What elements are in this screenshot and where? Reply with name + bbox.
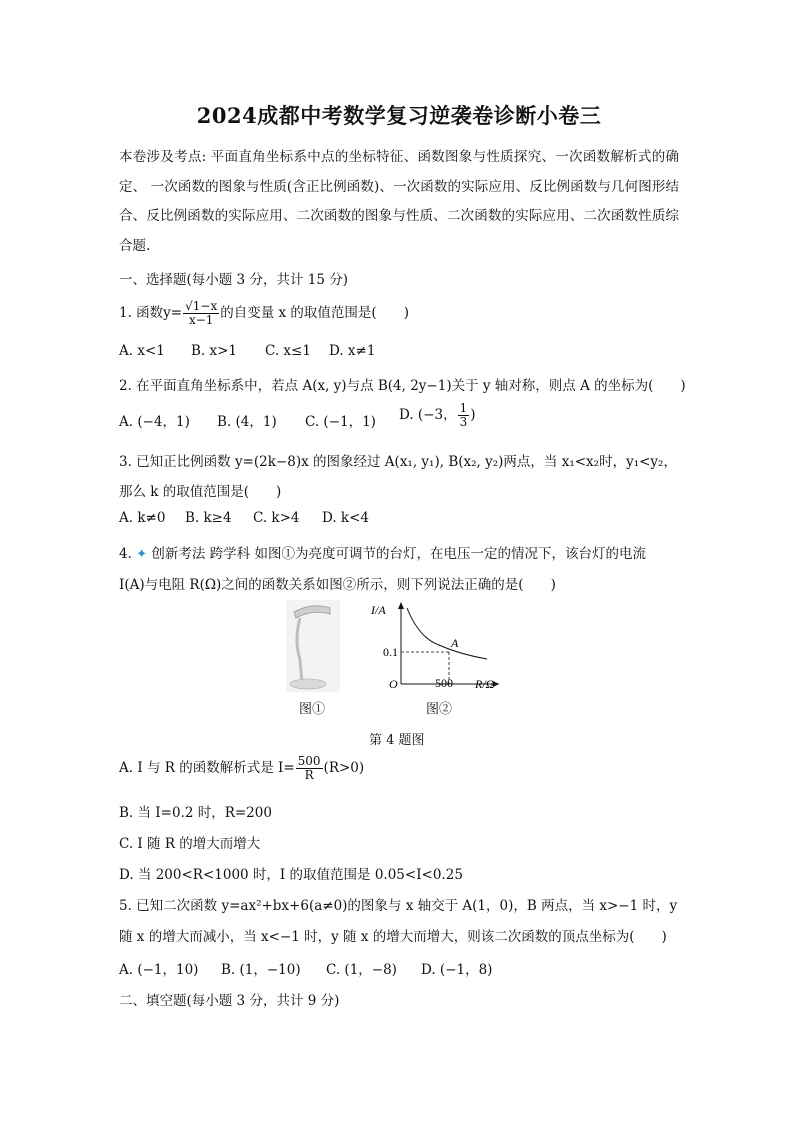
graph-origin-label: O <box>389 677 398 691</box>
q4-line-1-text: 创新考法 跨学科 如图①为亮度可调节的台灯，在电压一定的情况下，该台灯的电流 <box>151 546 646 562</box>
figure-2-caption: 图② <box>426 702 453 717</box>
desk-lamp-figure <box>286 600 340 692</box>
graph-x-axis-label: R/Ω <box>475 677 495 691</box>
question-4-line-2: I(A)与电阻 R(Ω)之间的函数关系如图②所示，则下列说法正确的是( ) <box>119 577 556 593</box>
question-4-line-1 <box>119 542 646 562</box>
section-2-heading: 二、填空题(每小题 3 分，共计 9 分) <box>119 993 340 1009</box>
q2-option-c: C. (−1，1) <box>305 414 376 430</box>
q5-option-c: C. (1，−8) <box>326 962 397 978</box>
q1-prefix: 1. 函数 <box>119 305 164 321</box>
figure-1-caption: 图① <box>299 702 326 717</box>
q4-option-c: C. I 随 R 的增大而增大 <box>119 836 261 852</box>
q1-option-a: A. x<1 <box>119 343 165 359</box>
q3-option-a: A. k≠0 <box>119 510 166 526</box>
graph-point-a-label: A <box>451 636 459 650</box>
q2-option-d-num: 1 <box>459 401 468 415</box>
graph-y-tick: 0.1 <box>383 645 398 659</box>
q1-fraction-numerator: √1−x <box>185 299 218 313</box>
q4-option-a-num: 500 <box>297 754 321 768</box>
q2-option-a: A. (−4，1) <box>119 414 190 430</box>
q1-option-c: C. x≤1 <box>265 343 311 359</box>
q5-option-a: A. (−1，10) <box>119 962 199 978</box>
figure-4-title: 第 4 题图 <box>369 733 425 748</box>
graph-y-axis-label: I/A <box>371 603 386 617</box>
q4-option-a <box>119 755 364 782</box>
q2-option-d-fraction <box>458 402 470 429</box>
q1-option-d: D. x≠1 <box>329 343 376 359</box>
q1-y-eq: y= <box>163 305 183 321</box>
question-3-line-2: 那么 k 的取值范围是( ) <box>119 484 282 500</box>
question-5-line-1: 5. 已知二次函数 y=ax²+bx+6(a≠0)的图象与 x 轴交于 A(1，0)，B 两点，当 x>−1 时，y <box>119 898 678 914</box>
q2-option-d <box>399 402 476 429</box>
q4-option-a-den: R <box>304 768 314 782</box>
q2-option-d-text: D. (−3， <box>399 407 457 423</box>
intro-paragraph: 本卷涉及考点: 平面直角坐标系中点的坐标特征、函数图象与性质探究、一次函数解析式的确定、 一次函数的图象与性质(含正比例函数)、一次函数的实际应用、反比例函数与几何图形结合、反比例函数的实际应用、二次函数的图象与性质、二次函数的实际应用、二次函数性质综合题. <box>119 149 679 254</box>
graph-x-tick: 500 <box>435 676 453 690</box>
lightbulb-icon: ✦ <box>136 547 148 562</box>
q2-option-b: B. (4，1) <box>217 414 277 430</box>
q2-option-d-tail: ) <box>470 407 476 423</box>
q3-option-d: D. k<4 <box>322 510 370 526</box>
q1-fraction-denominator: x−1 <box>188 313 214 327</box>
q2-option-d-den: 3 <box>459 415 468 429</box>
current-resistance-graph <box>369 598 509 694</box>
q5-option-d: D. (−1，8) <box>421 962 493 978</box>
q3-option-c: C. k>4 <box>253 510 300 526</box>
q4-option-a-post: (R>0) <box>323 760 365 776</box>
q4-option-b: B. 当 I=0.2 时，R=200 <box>119 805 272 821</box>
q4-option-a-fraction <box>296 755 323 782</box>
q5-option-b: B. (1，−10) <box>221 962 301 978</box>
q4-option-a-pre: A. I 与 R 的函数解析式是 I= <box>119 760 295 776</box>
question-2: 2. 在平面直角坐标系中，若点 A(x, y)与点 B(4, 2y−1)关于 y 轴对称，则点 A 的坐标为( ) <box>119 378 686 394</box>
page-title: 2024成都中考数学复习逆袭卷诊断小卷三 <box>196 103 602 128</box>
question-3-line-1: 3. 已知正比例函数 y=(2k−8)x 的图象经过 A(x₁, y₁), B(x₂, y₂)两点，当 x₁<x₂时，y₁<y₂， <box>119 454 677 470</box>
q3-option-b: B. k≥4 <box>185 510 232 526</box>
question-5-line-2: 随 x 的增大而减小，当 x<−1 时，y 随 x 的增大而增大，则该二次函数的顶点坐标为( ) <box>119 929 667 945</box>
q4-option-d: D. 当 200<R<1000 时，I 的取值范围是 0.05<I<0.25 <box>119 867 463 883</box>
section-1-heading: 一、选择题(每小题 3 分，共计 15 分) <box>119 272 348 288</box>
q1-suffix: 的自变量 x 的取值范围是( ) <box>220 305 409 321</box>
q1-option-b: B. x>1 <box>191 343 238 359</box>
q1-fraction <box>183 300 219 327</box>
q4-number: 4. <box>119 546 132 562</box>
question-1 <box>119 300 409 327</box>
